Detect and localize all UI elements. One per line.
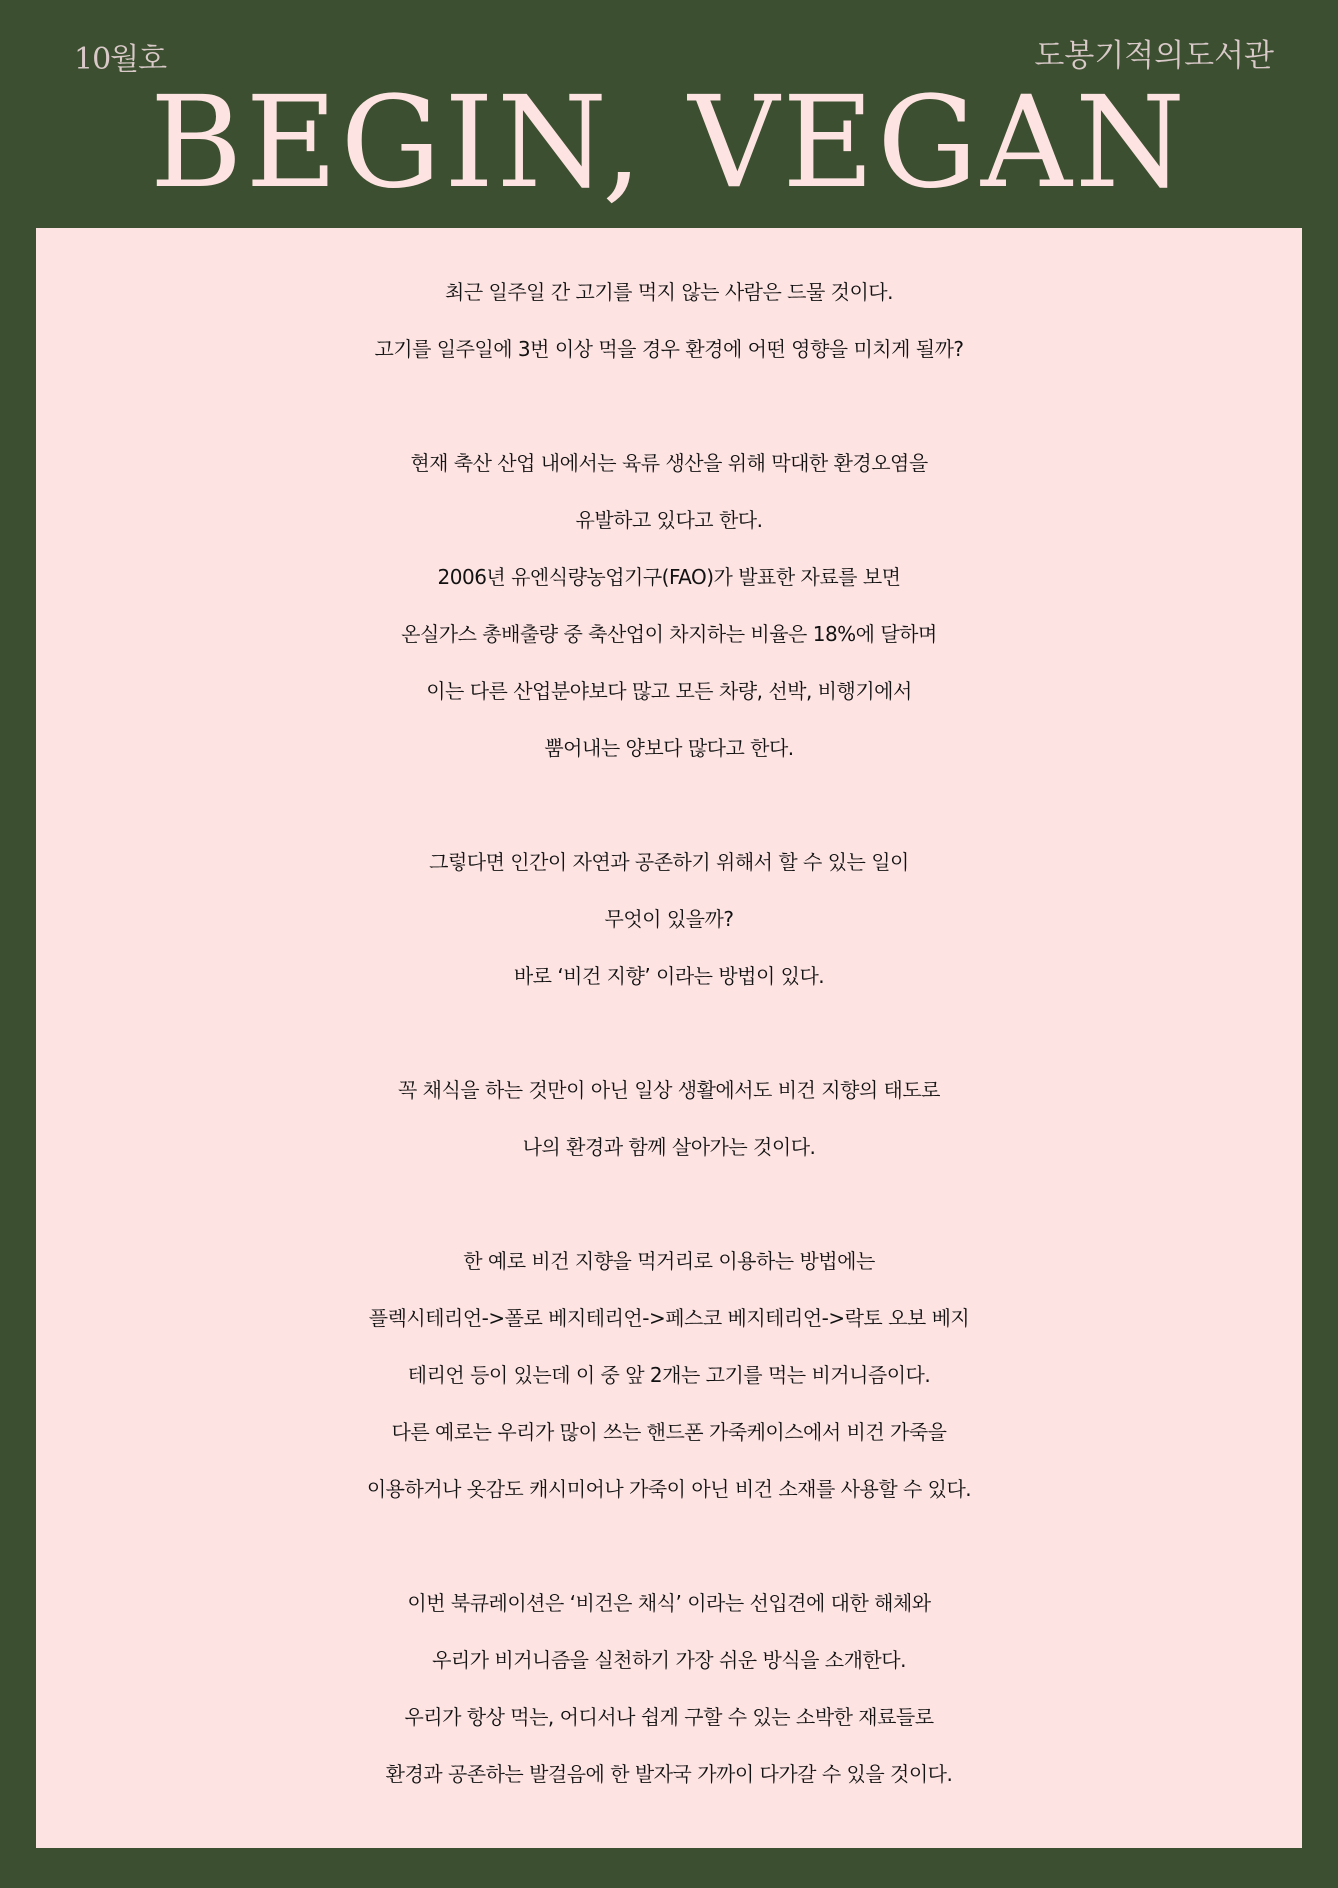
- text-line: 2006년 유엔식량농업기구(FAO)가 발표한 자료를 보면: [437, 565, 901, 589]
- text-line: 우리가 비거니즘을 실천하기 가장 쉬운 방식을 소개한다.: [432, 1648, 906, 1672]
- text-line: 현재 축산 산업 내에서는 육류 생산을 위해 막대한 환경오염을: [410, 451, 928, 475]
- text-line: 온실가스 총배출량 중 축산업이 차지하는 비율은 18%에 달하며: [401, 622, 937, 646]
- text-line: 무엇이 있을까?: [604, 907, 734, 931]
- text-line: 우리가 항상 먹는, 어디서나 쉽게 구할 수 있는 소박한 재료들로: [404, 1705, 934, 1729]
- text-line: 이번 북큐레이션은 ‘비건은 채식’ 이라는 선입견에 대한 해체와: [407, 1591, 931, 1615]
- text-line: 테리언 등이 있는데 이 중 앞 2개는 고기를 먹는 비거니즘이다.: [407, 1363, 931, 1387]
- text-line: 이는 다른 산업분야보다 많고 모든 차량, 선박, 비행기에서: [426, 679, 912, 703]
- article-panel: [36, 228, 1302, 1848]
- text-line: 그렇다면 인간이 자연과 공존하기 위해서 할 수 있는 일이: [429, 850, 909, 874]
- text-line: 유발하고 있다고 한다.: [575, 508, 763, 532]
- paragraph: [36, 1233, 1302, 1518]
- paragraph: [36, 834, 1302, 1005]
- text-line: 플렉시테리언->폴로 베지테리언->페스코 베지테리언->락토 오보 베지: [368, 1306, 970, 1330]
- page-title: BEGIN, VEGAN: [149, 69, 1189, 216]
- text-line: 최근 일주일 간 고기를 먹지 않는 사람은 드물 것이다.: [445, 280, 893, 304]
- text-line: 뿜어내는 양보다 많다고 한다.: [544, 736, 794, 760]
- paragraph: [36, 264, 1302, 378]
- paragraph: [36, 435, 1302, 777]
- paragraph: [36, 1575, 1302, 1803]
- text-line: 꼭 채식을 하는 것만이 아닌 일상 생활에서도 비건 지향의 태도로: [397, 1078, 941, 1102]
- paragraph: [36, 1062, 1302, 1176]
- text-line: 다른 예로는 우리가 많이 쓰는 핸드폰 가죽케이스에서 비건 가죽을: [391, 1420, 947, 1444]
- library-name: 도봉기적의도서관: [1034, 38, 1274, 74]
- text-line: 나의 환경과 함께 살아가는 것이다.: [522, 1135, 816, 1159]
- text-line: 바로 ‘비건 지향’ 이라는 방법이 있다.: [513, 964, 825, 988]
- text-line: 한 예로 비건 지향을 먹거리로 이용하는 방법에는: [463, 1249, 875, 1273]
- text-line: 고기를 일주일에 3번 이상 먹을 경우 환경에 어떤 영향을 미치게 될까?: [374, 337, 964, 361]
- text-line: 환경과 공존하는 발걸음에 한 발자국 가까이 다가갈 수 있을 것이다.: [385, 1762, 953, 1786]
- issue-label: 10월호: [74, 42, 167, 77]
- text-line: 이용하거나 옷감도 캐시미어나 가죽이 아닌 비건 소재를 사용할 수 있다.: [366, 1477, 972, 1501]
